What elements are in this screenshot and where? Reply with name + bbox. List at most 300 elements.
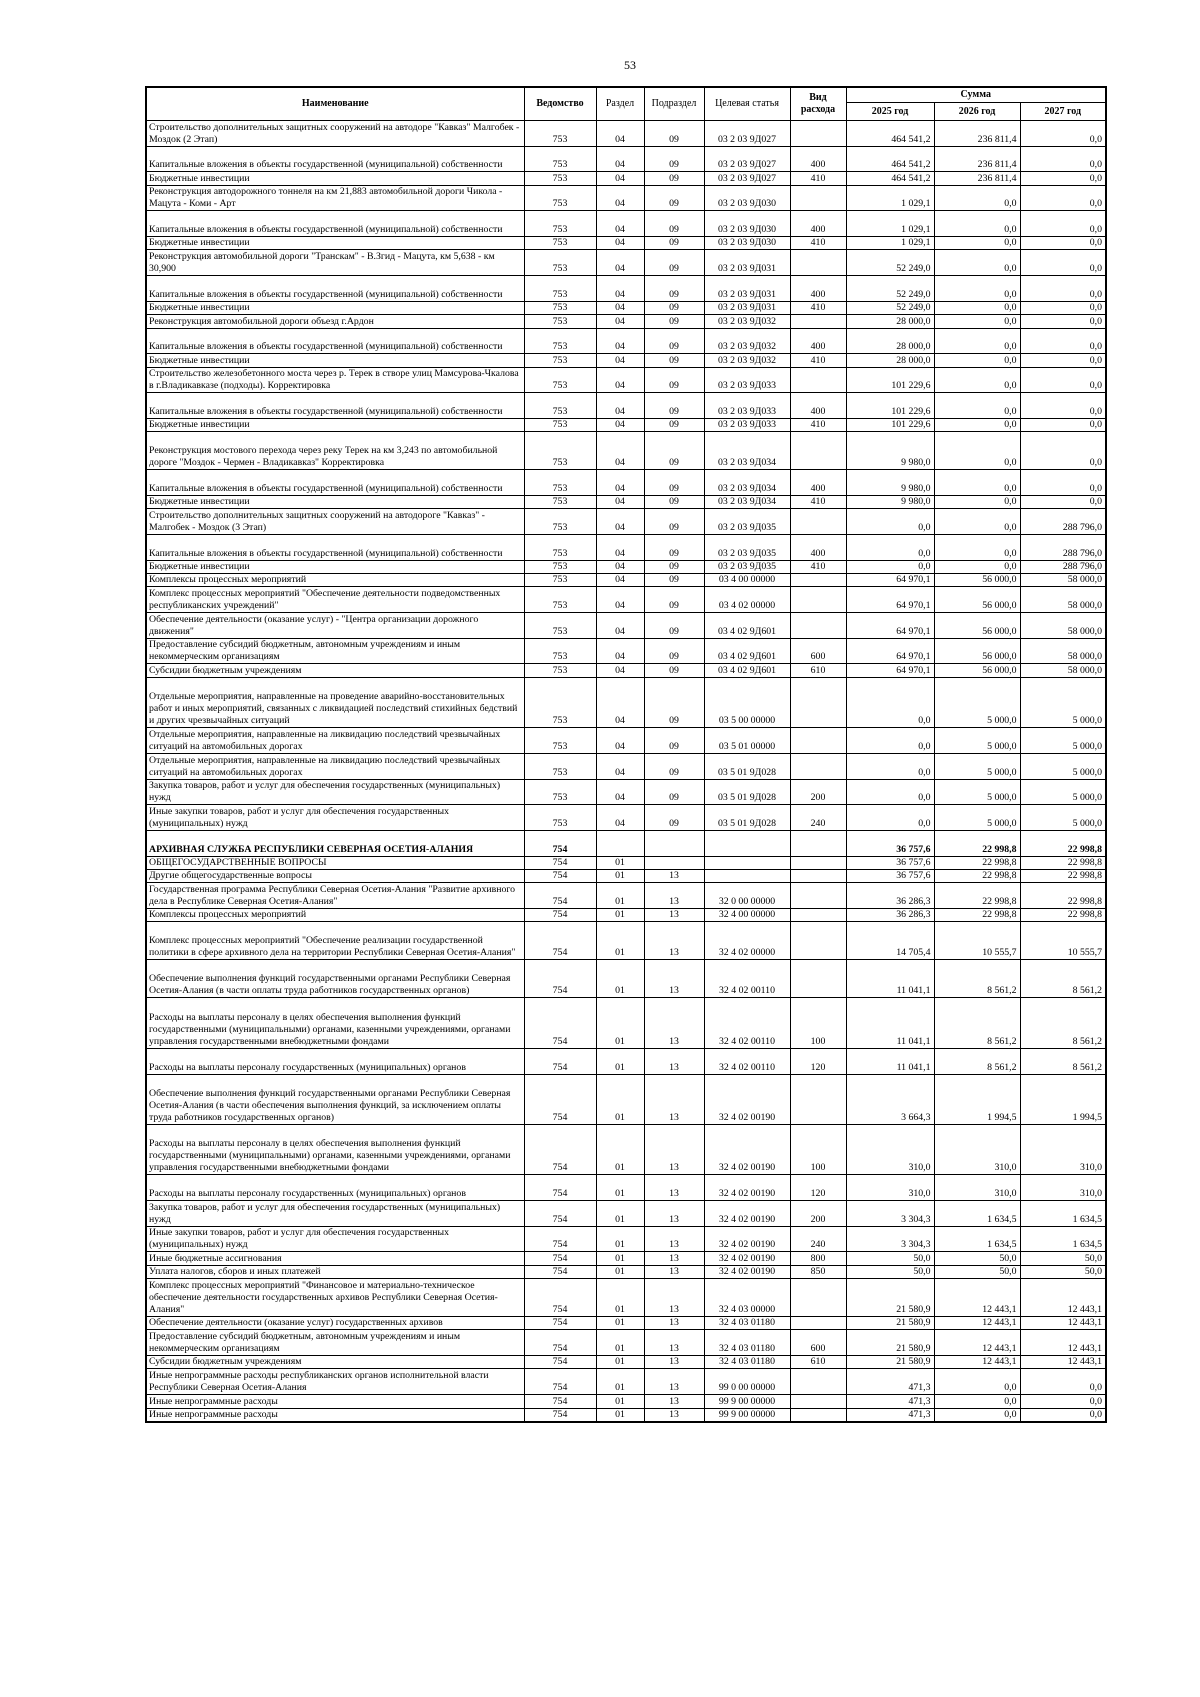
row-sum-2026: 0,0 — [934, 470, 1020, 496]
row-sum-2025: 3 304,3 — [846, 1200, 934, 1226]
row-razdel: 04 — [596, 509, 644, 535]
row-sum-2027: 12 443,1 — [1020, 1330, 1106, 1356]
row-sum-2027: 310,0 — [1020, 1124, 1106, 1174]
row-name: Реконструкция мостового перехода через реку Терек на км 3,243 по автомобильной дороге "Моздок - Чермен - Владикавказ" Корректировка — [146, 432, 524, 470]
row-vid — [790, 728, 846, 754]
table-header — [146, 87, 1106, 121]
table-row — [146, 121, 1106, 147]
row-vedomstvo: 754 — [524, 1048, 596, 1074]
row-vedomstvo: 753 — [524, 574, 596, 587]
row-sum-2025: 464 541,2 — [846, 121, 934, 147]
row-sum-2026: 0,0 — [934, 250, 1020, 276]
row-podrazdel: 09 — [644, 638, 704, 664]
row-podrazdel: 09 — [644, 185, 704, 211]
table-row — [146, 1408, 1106, 1422]
row-sum-2027: 50,0 — [1020, 1265, 1106, 1278]
row-razdel — [596, 830, 644, 856]
row-sum-2025: 3 304,3 — [846, 1226, 934, 1252]
row-target — [704, 869, 790, 882]
row-target: 03 2 03 9Д033 — [704, 393, 790, 419]
table-row — [146, 1124, 1106, 1174]
row-target: 32 4 02 00190 — [704, 1226, 790, 1252]
row-vid — [790, 367, 846, 393]
row-razdel: 04 — [596, 613, 644, 639]
row-name: Строительство дополнительных защитных сооружений на автодороге "Кавказ" - Малгобек - Моздок (3 Этап) — [146, 509, 524, 535]
row-razdel: 01 — [596, 1395, 644, 1408]
row-podrazdel: 09 — [644, 495, 704, 508]
row-razdel: 04 — [596, 664, 644, 677]
table-row — [146, 909, 1106, 922]
row-vedomstvo: 753 — [524, 276, 596, 302]
row-name: Строительство железобетонного моста через р. Терек в створе улиц Мамсурова-Чкалова в г.Владикавказе (подходы). Корректировка — [146, 367, 524, 393]
row-name: Иные закупки товаров, работ и услуг для обеспечения государственных (муниципальных) нужд — [146, 805, 524, 831]
row-podrazdel: 09 — [644, 418, 704, 431]
row-sum-2027: 5 000,0 — [1020, 677, 1106, 727]
row-sum-2025: 64 970,1 — [846, 664, 934, 677]
row-sum-2026: 5 000,0 — [934, 805, 1020, 831]
row-razdel: 04 — [596, 211, 644, 237]
row-target: 32 4 02 00190 — [704, 1265, 790, 1278]
row-sum-2027: 0,0 — [1020, 495, 1106, 508]
row-sum-2027: 5 000,0 — [1020, 779, 1106, 805]
row-name: Бюджетные инвестиции — [146, 354, 524, 367]
row-sum-2027: 0,0 — [1020, 470, 1106, 496]
row-sum-2026: 1 634,5 — [934, 1200, 1020, 1226]
row-vid: 410 — [790, 418, 846, 431]
table-row — [146, 470, 1106, 496]
row-vid — [790, 1317, 846, 1330]
row-sum-2027: 288 796,0 — [1020, 509, 1106, 535]
row-vid — [790, 121, 846, 147]
table-row — [146, 301, 1106, 314]
row-podrazdel: 09 — [644, 535, 704, 561]
row-podrazdel: 09 — [644, 587, 704, 613]
row-sum-2027: 5 000,0 — [1020, 728, 1106, 754]
row-target: 03 2 03 9Д027 — [704, 172, 790, 185]
row-vedomstvo: 753 — [524, 677, 596, 727]
row-sum-2027: 8 561,2 — [1020, 1048, 1106, 1074]
row-target: 03 5 00 00000 — [704, 677, 790, 727]
row-sum-2026: 56 000,0 — [934, 664, 1020, 677]
row-vid — [790, 753, 846, 779]
row-podrazdel: 13 — [644, 1356, 704, 1369]
row-name: Капитальные вложения в объекты государственной (муниципальной) собственности — [146, 328, 524, 354]
row-vedomstvo: 753 — [524, 587, 596, 613]
row-razdel: 04 — [596, 328, 644, 354]
table-row — [146, 587, 1106, 613]
row-target: 99 9 00 00000 — [704, 1408, 790, 1422]
row-sum-2026: 22 998,8 — [934, 883, 1020, 909]
row-razdel: 04 — [596, 560, 644, 573]
row-podrazdel: 09 — [644, 328, 704, 354]
row-vedomstvo: 754 — [524, 1408, 596, 1422]
row-sum-2025: 101 229,6 — [846, 418, 934, 431]
row-target: 03 2 03 9Д031 — [704, 276, 790, 302]
row-target: 03 2 03 9Д033 — [704, 367, 790, 393]
row-sum-2025: 9 980,0 — [846, 470, 934, 496]
row-sum-2025: 0,0 — [846, 728, 934, 754]
table-row — [146, 805, 1106, 831]
row-sum-2026: 5 000,0 — [934, 753, 1020, 779]
row-sum-2025: 1 029,1 — [846, 211, 934, 237]
row-sum-2025: 36 757,6 — [846, 856, 934, 869]
header-2025: 2025 год — [846, 103, 934, 121]
row-sum-2025: 310,0 — [846, 1124, 934, 1174]
row-sum-2025: 3 664,3 — [846, 1074, 934, 1124]
row-sum-2027: 22 998,8 — [1020, 909, 1106, 922]
row-sum-2026: 56 000,0 — [934, 638, 1020, 664]
row-sum-2026: 0,0 — [934, 393, 1020, 419]
row-sum-2025: 52 249,0 — [846, 276, 934, 302]
row-sum-2027: 0,0 — [1020, 1408, 1106, 1422]
table-row — [146, 638, 1106, 664]
row-vedomstvo: 753 — [524, 753, 596, 779]
row-sum-2026: 5 000,0 — [934, 677, 1020, 727]
row-sum-2025: 0,0 — [846, 560, 934, 573]
row-target: 03 4 02 9Д601 — [704, 664, 790, 677]
row-razdel: 01 — [596, 1124, 644, 1174]
row-podrazdel: 13 — [644, 1074, 704, 1124]
row-sum-2025: 464 541,2 — [846, 172, 934, 185]
budget-table — [145, 86, 1107, 1423]
row-vid — [790, 856, 846, 869]
row-sum-2027: 0,0 — [1020, 172, 1106, 185]
row-podrazdel: 09 — [644, 753, 704, 779]
table-body — [146, 121, 1106, 1422]
row-sum-2027: 8 561,2 — [1020, 960, 1106, 998]
row-vid — [790, 587, 846, 613]
row-name: Реконструкция автомобильной дороги "Транскам" - В.Згид - Мацута, км 5,638 - км 30,900 — [146, 250, 524, 276]
row-vid: 610 — [790, 664, 846, 677]
row-vid: 410 — [790, 237, 846, 250]
row-sum-2027: 22 998,8 — [1020, 869, 1106, 882]
row-podrazdel: 09 — [644, 664, 704, 677]
row-podrazdel: 13 — [644, 1265, 704, 1278]
row-sum-2027: 0,0 — [1020, 328, 1106, 354]
row-target: 03 2 03 9Д033 — [704, 418, 790, 431]
row-podrazdel: 09 — [644, 367, 704, 393]
row-vid: 800 — [790, 1252, 846, 1265]
row-sum-2025: 1 029,1 — [846, 185, 934, 211]
row-razdel: 01 — [596, 883, 644, 909]
row-razdel: 04 — [596, 495, 644, 508]
row-target: 99 0 00 00000 — [704, 1369, 790, 1395]
row-sum-2027: 0,0 — [1020, 146, 1106, 172]
table-row — [146, 432, 1106, 470]
row-vedomstvo: 754 — [524, 1200, 596, 1226]
row-sum-2026: 0,0 — [934, 276, 1020, 302]
row-podrazdel: 09 — [644, 250, 704, 276]
table-row — [146, 922, 1106, 960]
row-vid: 400 — [790, 535, 846, 561]
row-sum-2025: 28 000,0 — [846, 354, 934, 367]
row-vid: 200 — [790, 1200, 846, 1226]
row-vid — [790, 1369, 846, 1395]
table-row — [146, 1279, 1106, 1317]
row-razdel: 04 — [596, 779, 644, 805]
row-podrazdel: 13 — [644, 1279, 704, 1317]
row-sum-2026: 0,0 — [934, 328, 1020, 354]
row-vedomstvo: 753 — [524, 121, 596, 147]
row-vedomstvo: 753 — [524, 805, 596, 831]
row-target: 32 4 03 01180 — [704, 1317, 790, 1330]
row-sum-2026: 0,0 — [934, 185, 1020, 211]
row-vid — [790, 315, 846, 328]
row-vid: 850 — [790, 1265, 846, 1278]
row-vid: 200 — [790, 779, 846, 805]
header-target: Целевая статья — [704, 87, 790, 121]
row-razdel: 04 — [596, 432, 644, 470]
row-sum-2025: 28 000,0 — [846, 328, 934, 354]
row-vedomstvo: 753 — [524, 393, 596, 419]
row-name: Комплекс процессных мероприятий "Обеспечение деятельности подведомственных республиканских учреждений" — [146, 587, 524, 613]
row-vid — [790, 509, 846, 535]
row-sum-2027: 288 796,0 — [1020, 535, 1106, 561]
row-podrazdel: 13 — [644, 1175, 704, 1201]
row-sum-2026: 0,0 — [934, 418, 1020, 431]
row-vedomstvo: 754 — [524, 1175, 596, 1201]
row-vid — [790, 883, 846, 909]
row-sum-2026: 50,0 — [934, 1252, 1020, 1265]
row-sum-2027: 58 000,0 — [1020, 613, 1106, 639]
row-sum-2026: 0,0 — [934, 315, 1020, 328]
row-sum-2027: 22 998,8 — [1020, 883, 1106, 909]
row-podrazdel: 09 — [644, 393, 704, 419]
row-name: АРХИВНАЯ СЛУЖБА РЕСПУБЛИКИ СЕВЕРНАЯ ОСЕТИЯ-АЛАНИЯ — [146, 830, 524, 856]
row-target: 03 5 01 9Д028 — [704, 753, 790, 779]
row-sum-2025: 21 580,9 — [846, 1317, 934, 1330]
row-razdel: 01 — [596, 1356, 644, 1369]
row-vedomstvo: 754 — [524, 856, 596, 869]
row-name: Комплекс процессных мероприятий "Обеспечение реализации государственной политики в сфере архивного дела на территории Республики Северная Осетия-Алания" — [146, 922, 524, 960]
row-vid: 240 — [790, 805, 846, 831]
row-podrazdel: 13 — [644, 960, 704, 998]
row-vid: 400 — [790, 211, 846, 237]
row-name: Обеспечение выполнения функций государственными органами Республики Северная Осетия-Алания (в части обеспечения выполнения функций, за исключением оплаты труда работников государственных органов) — [146, 1074, 524, 1124]
row-sum-2027: 22 998,8 — [1020, 856, 1106, 869]
header-name: Наименование — [146, 87, 524, 121]
row-vedomstvo: 754 — [524, 922, 596, 960]
row-vid: 400 — [790, 470, 846, 496]
table-row — [146, 869, 1106, 882]
row-vid: 100 — [790, 1124, 846, 1174]
row-sum-2025: 36 757,6 — [846, 830, 934, 856]
row-vid — [790, 869, 846, 882]
row-sum-2026: 5 000,0 — [934, 779, 1020, 805]
row-vid — [790, 613, 846, 639]
row-name: Обеспечение выполнения функций государственными органами Республики Северная Осетия-Алания (в части оплаты труда работников государственных органов) — [146, 960, 524, 998]
row-vedomstvo: 754 — [524, 998, 596, 1048]
row-sum-2025: 50,0 — [846, 1265, 934, 1278]
row-sum-2027: 310,0 — [1020, 1175, 1106, 1201]
table-row — [146, 728, 1106, 754]
row-podrazdel: 09 — [644, 121, 704, 147]
row-podrazdel: 09 — [644, 779, 704, 805]
row-name: Бюджетные инвестиции — [146, 172, 524, 185]
row-razdel: 01 — [596, 1074, 644, 1124]
row-target: 03 2 03 9Д027 — [704, 146, 790, 172]
row-vid — [790, 250, 846, 276]
table-row — [146, 393, 1106, 419]
row-target: 03 2 03 9Д035 — [704, 560, 790, 573]
row-razdel: 04 — [596, 753, 644, 779]
table-row — [146, 883, 1106, 909]
row-target: 03 2 03 9Д032 — [704, 328, 790, 354]
row-vedomstvo: 753 — [524, 185, 596, 211]
row-target — [704, 830, 790, 856]
table-row — [146, 172, 1106, 185]
table-row — [146, 574, 1106, 587]
row-target: 03 2 03 9Д031 — [704, 301, 790, 314]
row-razdel: 04 — [596, 146, 644, 172]
table-row — [146, 1175, 1106, 1201]
row-vedomstvo: 754 — [524, 1356, 596, 1369]
row-sum-2026: 8 561,2 — [934, 1048, 1020, 1074]
row-target: 03 2 03 9Д030 — [704, 237, 790, 250]
row-vid: 400 — [790, 328, 846, 354]
row-sum-2027: 8 561,2 — [1020, 998, 1106, 1048]
row-razdel: 01 — [596, 960, 644, 998]
row-sum-2027: 1 634,5 — [1020, 1200, 1106, 1226]
row-sum-2025: 9 980,0 — [846, 495, 934, 508]
row-sum-2027: 0,0 — [1020, 276, 1106, 302]
row-name: Строительство дополнительных защитных сооружений на автодоре "Кавказ" Малгобек - Моздок (2 Этап) — [146, 121, 524, 147]
row-sum-2027: 58 000,0 — [1020, 638, 1106, 664]
row-sum-2025: 36 286,3 — [846, 883, 934, 909]
table-row — [146, 495, 1106, 508]
row-name: Иные непрограммные расходы республиканских органов исполнительной власти Республики Северная Осетия-Алания — [146, 1369, 524, 1395]
row-podrazdel: 13 — [644, 1330, 704, 1356]
row-sum-2026: 12 443,1 — [934, 1356, 1020, 1369]
row-name: Субсидии бюджетным учреждениям — [146, 664, 524, 677]
row-sum-2027: 58 000,0 — [1020, 664, 1106, 677]
row-podrazdel: 09 — [644, 805, 704, 831]
row-sum-2025: 471,3 — [846, 1395, 934, 1408]
row-sum-2025: 11 041,1 — [846, 1048, 934, 1074]
row-name: Иные непрограммные расходы — [146, 1395, 524, 1408]
row-razdel: 01 — [596, 1200, 644, 1226]
row-podrazdel: 13 — [644, 883, 704, 909]
row-sum-2025: 0,0 — [846, 779, 934, 805]
row-target: 32 4 02 00110 — [704, 998, 790, 1048]
row-vedomstvo: 753 — [524, 315, 596, 328]
row-razdel: 01 — [596, 1317, 644, 1330]
row-sum-2026: 12 443,1 — [934, 1330, 1020, 1356]
row-podrazdel: 13 — [644, 1048, 704, 1074]
row-vid — [790, 677, 846, 727]
row-sum-2025: 0,0 — [846, 535, 934, 561]
table-row — [146, 1265, 1106, 1278]
row-target: 03 2 03 9Д032 — [704, 315, 790, 328]
row-sum-2026: 0,0 — [934, 1369, 1020, 1395]
row-vedomstvo: 753 — [524, 328, 596, 354]
row-name: Предоставление субсидий бюджетным, автономным учреждениям и иным некоммерческим организациям — [146, 638, 524, 664]
row-vid: 610 — [790, 1356, 846, 1369]
row-sum-2025: 11 041,1 — [846, 998, 934, 1048]
row-razdel: 04 — [596, 172, 644, 185]
row-name: Капитальные вложения в объекты государственной (муниципальной) собственности — [146, 146, 524, 172]
table-row — [146, 237, 1106, 250]
row-name: Государственная программа Республики Северная Осетия-Алания "Развитие архивного дела в Республике Северная Осетия-Алания" — [146, 883, 524, 909]
table-row — [146, 509, 1106, 535]
row-sum-2027: 1 994,5 — [1020, 1074, 1106, 1124]
row-sum-2025: 36 757,6 — [846, 869, 934, 882]
row-podrazdel: 13 — [644, 1124, 704, 1174]
row-target: 03 4 02 00000 — [704, 587, 790, 613]
row-sum-2027: 5 000,0 — [1020, 753, 1106, 779]
table-row — [146, 830, 1106, 856]
row-sum-2026: 236 811,4 — [934, 121, 1020, 147]
row-vedomstvo: 754 — [524, 1226, 596, 1252]
row-vedomstvo: 753 — [524, 509, 596, 535]
row-vedomstvo: 754 — [524, 830, 596, 856]
row-target: 32 4 02 00110 — [704, 1048, 790, 1074]
row-sum-2027: 0,0 — [1020, 250, 1106, 276]
row-sum-2025: 1 029,1 — [846, 237, 934, 250]
row-name: Комплекс процессных мероприятий "Финансовое и материально-техническое обеспечение деятельности государственных архивов Республики Северная Осетия-Алания" — [146, 1279, 524, 1317]
row-sum-2026: 56 000,0 — [934, 574, 1020, 587]
row-razdel: 01 — [596, 909, 644, 922]
row-sum-2025: 9 980,0 — [846, 432, 934, 470]
row-name: Бюджетные инвестиции — [146, 418, 524, 431]
table-row — [146, 276, 1106, 302]
row-name: Отдельные мероприятия, направленные на ликвидацию последствий чрезвычайных ситуаций на автомобильных дорогах — [146, 753, 524, 779]
row-sum-2025: 21 580,9 — [846, 1356, 934, 1369]
row-sum-2026: 56 000,0 — [934, 587, 1020, 613]
row-vedomstvo: 754 — [524, 883, 596, 909]
row-name: Капитальные вложения в объекты государственной (муниципальной) собственности — [146, 211, 524, 237]
row-sum-2025: 11 041,1 — [846, 960, 934, 998]
row-name: Бюджетные инвестиции — [146, 495, 524, 508]
row-target: 03 2 03 9Д034 — [704, 470, 790, 496]
row-sum-2026: 1 634,5 — [934, 1226, 1020, 1252]
row-vedomstvo: 754 — [524, 1074, 596, 1124]
row-sum-2026: 22 998,8 — [934, 856, 1020, 869]
row-razdel: 04 — [596, 805, 644, 831]
row-vid — [790, 432, 846, 470]
row-name: Капитальные вложения в объекты государственной (муниципальной) собственности — [146, 393, 524, 419]
row-sum-2026: 0,0 — [934, 367, 1020, 393]
row-sum-2025: 52 249,0 — [846, 301, 934, 314]
row-target: 03 4 02 9Д601 — [704, 638, 790, 664]
table-row — [146, 664, 1106, 677]
table-row — [146, 677, 1106, 727]
row-razdel: 04 — [596, 418, 644, 431]
row-razdel: 01 — [596, 1252, 644, 1265]
row-sum-2027: 0,0 — [1020, 301, 1106, 314]
row-sum-2025: 64 970,1 — [846, 587, 934, 613]
row-sum-2027: 0,0 — [1020, 315, 1106, 328]
row-razdel: 04 — [596, 587, 644, 613]
row-podrazdel: 13 — [644, 1369, 704, 1395]
row-razdel: 01 — [596, 1265, 644, 1278]
row-podrazdel: 13 — [644, 922, 704, 960]
row-vid — [790, 922, 846, 960]
row-podrazdel: 09 — [644, 574, 704, 587]
row-target: 32 4 03 01180 — [704, 1330, 790, 1356]
row-sum-2025: 0,0 — [846, 677, 934, 727]
row-target: 03 2 03 9Д027 — [704, 121, 790, 147]
row-sum-2026: 5 000,0 — [934, 728, 1020, 754]
row-name: Отдельные мероприятия, направленные на проведение аварийно-восстановительных работ и иных мероприятий, связанных с ликвидацией последствий стихийных бедствий и других чрезвычайных ситуаций — [146, 677, 524, 727]
row-vid: 600 — [790, 638, 846, 664]
row-sum-2027: 10 555,7 — [1020, 922, 1106, 960]
row-sum-2026: 50,0 — [934, 1265, 1020, 1278]
row-vid — [790, 1279, 846, 1317]
row-sum-2026: 0,0 — [934, 1395, 1020, 1408]
row-razdel: 04 — [596, 121, 644, 147]
row-sum-2025: 471,3 — [846, 1408, 934, 1422]
